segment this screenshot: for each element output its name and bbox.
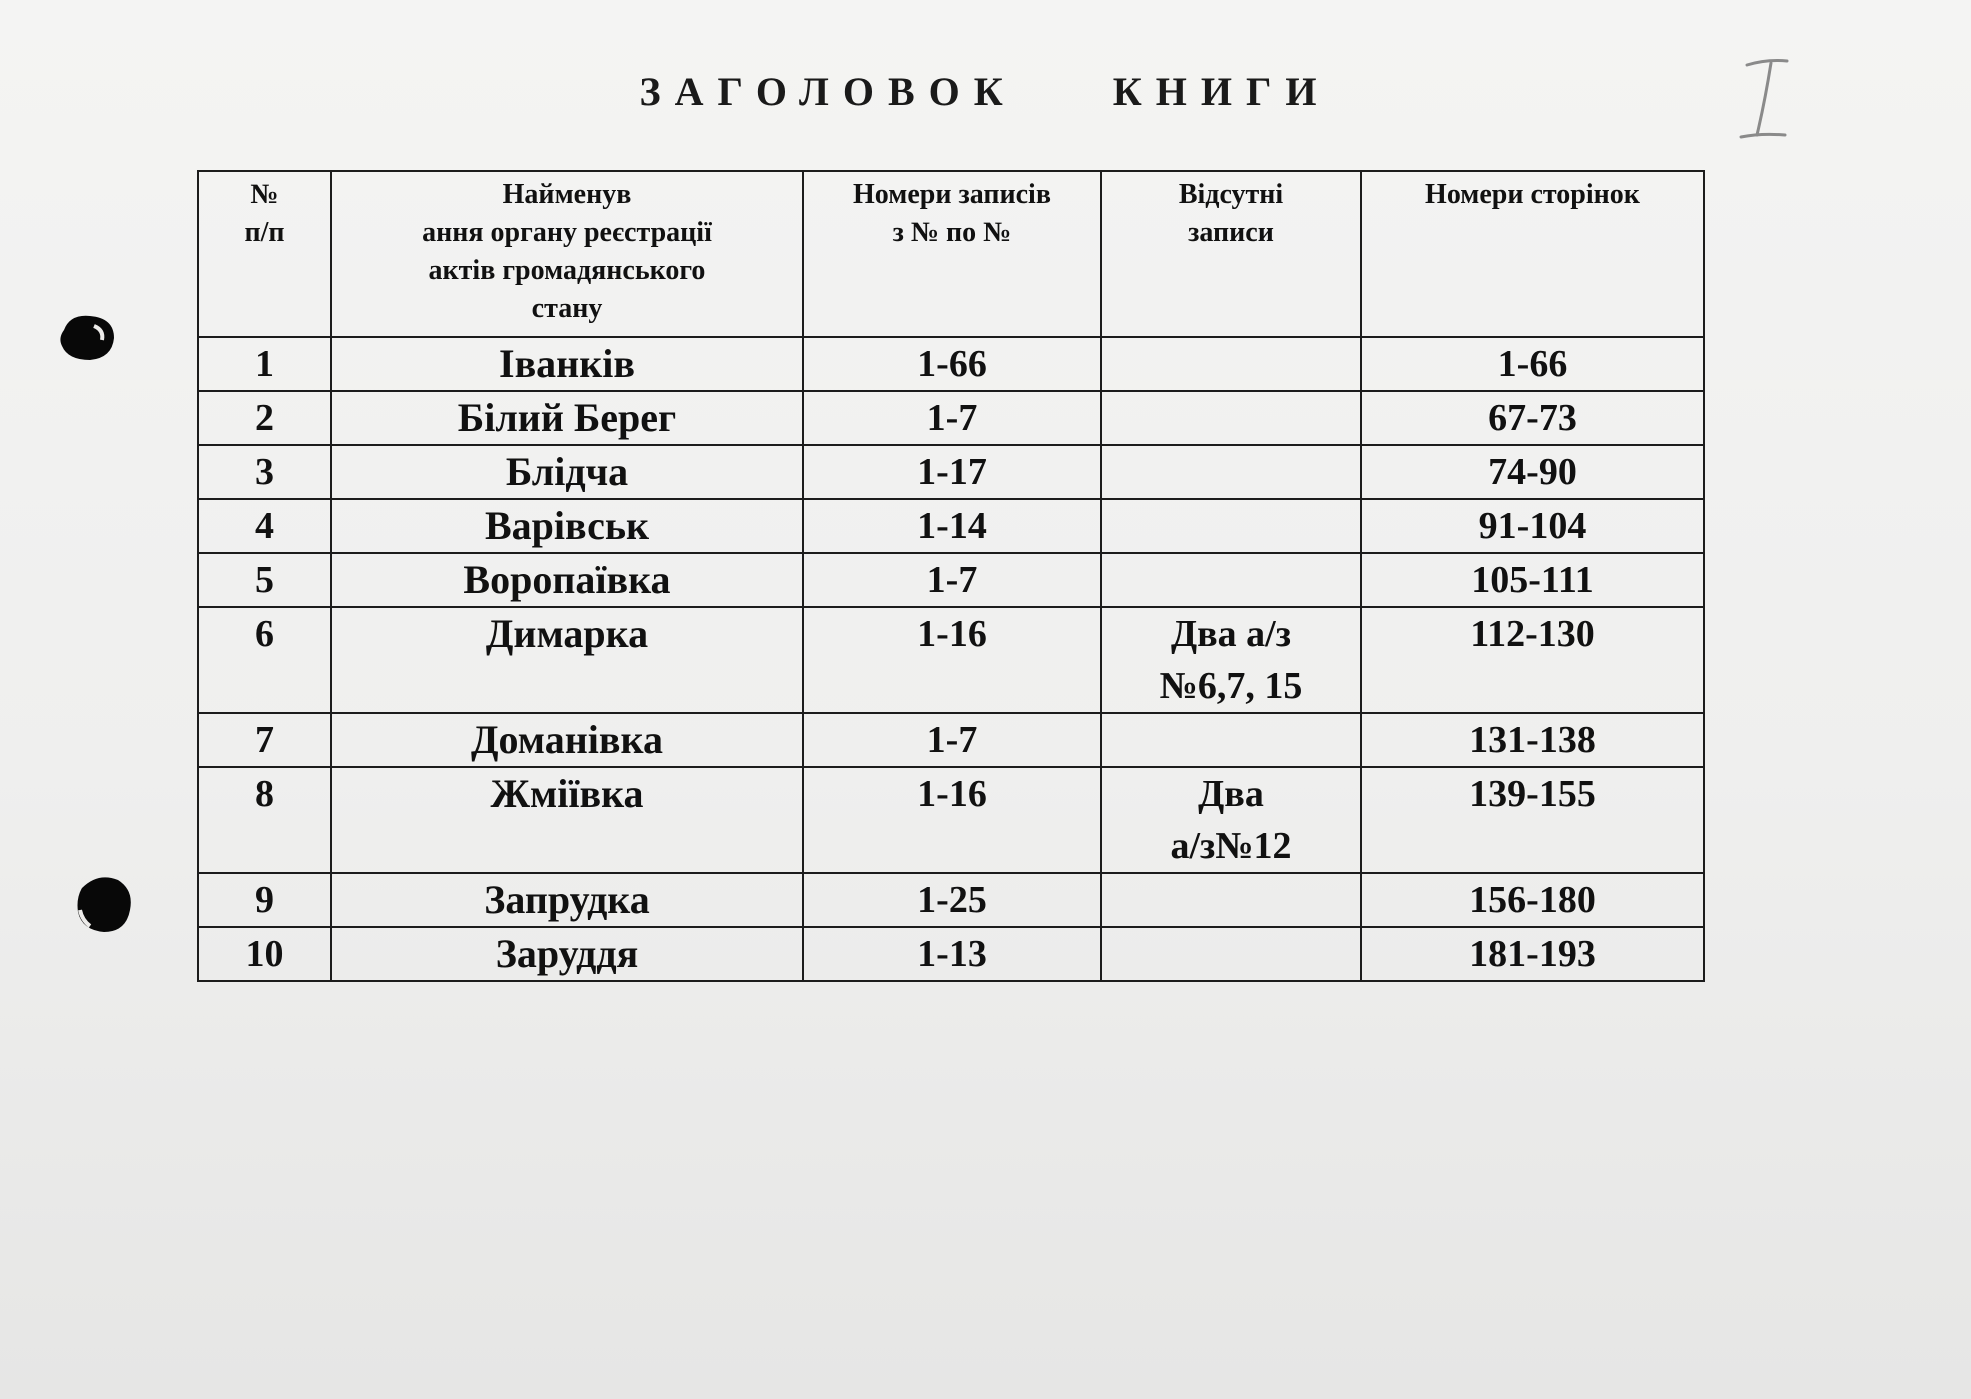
row-number-cell: 10 (198, 927, 331, 981)
header-name (331, 171, 803, 337)
header-missing (1101, 171, 1361, 337)
punch-hole-bottom (72, 870, 138, 938)
row-missing-cell (1101, 391, 1361, 445)
row-number-cell: 8 (198, 767, 331, 873)
row-name-cell: Заруддя (331, 927, 803, 981)
row-pages-cell: 74-90 (1361, 445, 1704, 499)
missing-records-line: Два а/з (1171, 613, 1291, 655)
row-missing-cell (1101, 767, 1361, 873)
header-records (803, 171, 1101, 337)
row-missing-cell (1101, 445, 1361, 499)
header-name-line3: актів громадянського (428, 255, 706, 286)
header-records-line2: з № по № (892, 217, 1012, 248)
row-name-cell: Блідча (331, 445, 803, 499)
row-pages-cell: 156-180 (1361, 873, 1704, 927)
header-pages (1361, 171, 1704, 337)
missing-records-line: а/з№12 (1170, 825, 1292, 867)
header-name-line2: ання органу реєстрації (422, 217, 712, 248)
row-number-cell: 1 (198, 337, 331, 391)
row-pages-cell: 1-66 (1361, 337, 1704, 391)
row-records-cell: 1-7 (803, 713, 1101, 767)
row-pages-cell: 139-155 (1361, 767, 1704, 873)
table-header-row (198, 171, 1704, 337)
document-title: ЗАГОЛОВОК КНИГИ (639, 69, 1331, 114)
row-name-cell: Воропаївка (331, 553, 803, 607)
row-pages-cell: 131-138 (1361, 713, 1704, 767)
row-missing-cell (1101, 607, 1361, 713)
row-pages-cell: 67-73 (1361, 391, 1704, 445)
table-row (198, 873, 1704, 927)
row-number-cell: 4 (198, 499, 331, 553)
row-missing-cell (1101, 553, 1361, 607)
missing-records-line: Два (1198, 773, 1264, 815)
table-row (198, 553, 1704, 607)
table-row (198, 927, 1704, 981)
header-name-line1: Найменув (502, 179, 632, 210)
header-number-line1: № (250, 179, 279, 210)
table-row (198, 337, 1704, 391)
row-records-cell: 1-13 (803, 927, 1101, 981)
row-pages-cell: 105-111 (1361, 553, 1704, 607)
row-records-cell: 1-66 (803, 337, 1101, 391)
row-missing-cell (1101, 713, 1361, 767)
table-row (198, 445, 1704, 499)
row-number-cell: 9 (198, 873, 331, 927)
row-pages-cell: 181-193 (1361, 927, 1704, 981)
punch-hole-top (56, 308, 120, 366)
table-row (198, 499, 1704, 553)
header-pages-line1: Номери сторінок (1425, 179, 1640, 210)
missing-records-line: №6,7, 15 (1159, 665, 1303, 707)
row-name-cell: Доманівка (331, 713, 803, 767)
row-pages-cell: 91-104 (1361, 499, 1704, 553)
row-missing-cell (1101, 337, 1361, 391)
table-row (198, 767, 1704, 873)
table-row (198, 607, 1704, 713)
row-name-cell: Димарка (331, 607, 803, 713)
row-name-cell: Запрудка (331, 873, 803, 927)
row-records-cell: 1-16 (803, 607, 1101, 713)
row-name-cell: Жміївка (331, 767, 803, 873)
row-number-cell: 3 (198, 445, 331, 499)
row-pages-cell: 112-130 (1361, 607, 1704, 713)
header-missing-line2: записи (1188, 217, 1274, 248)
header-records-line1: Номери записів (853, 179, 1051, 210)
row-records-cell: 1-16 (803, 767, 1101, 873)
table-row (198, 391, 1704, 445)
row-number-cell: 5 (198, 553, 331, 607)
header-name-line4: стану (531, 293, 603, 324)
row-number-cell: 6 (198, 607, 331, 713)
row-records-cell: 1-14 (803, 499, 1101, 553)
row-name-cell: Варівськ (331, 499, 803, 553)
header-missing-line1: Відсутні (1178, 179, 1284, 210)
registry-table (197, 170, 1705, 982)
header-number-line2: п/п (244, 217, 285, 248)
table-row (198, 713, 1704, 767)
row-number-cell: 7 (198, 713, 331, 767)
row-name-cell: Іванків (331, 337, 803, 391)
row-name-cell: Білий Берег (331, 391, 803, 445)
row-records-cell: 1-17 (803, 445, 1101, 499)
row-missing-cell (1101, 873, 1361, 927)
row-records-cell: 1-25 (803, 873, 1101, 927)
row-missing-cell (1101, 927, 1361, 981)
handwritten-roman-numeral-mark (1735, 55, 1795, 145)
header-number (198, 171, 331, 337)
row-records-cell: 1-7 (803, 553, 1101, 607)
row-number-cell: 2 (198, 391, 331, 445)
row-records-cell: 1-7 (803, 391, 1101, 445)
row-missing-cell (1101, 499, 1361, 553)
